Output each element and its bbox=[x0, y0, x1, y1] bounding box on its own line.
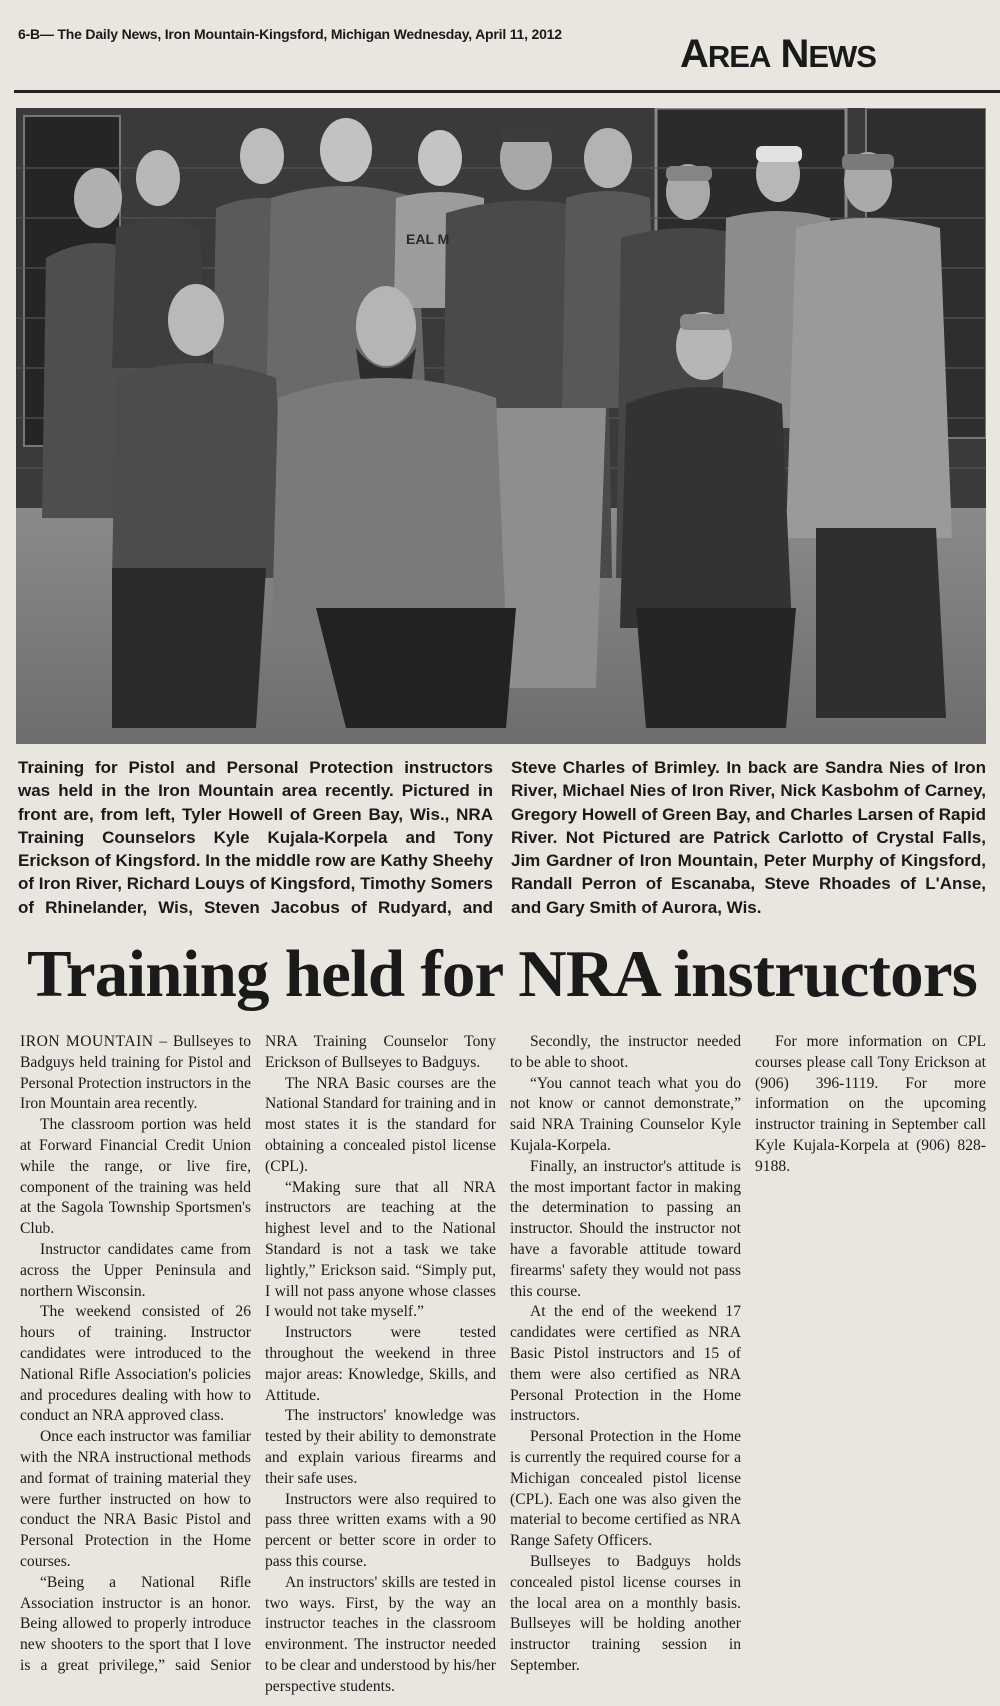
article-paragraph: “Making sure that all NRA instructors are teaching at the highest level and to the National Standard is not a task we take lightly,” Erickson said. “Simply put, I will not pass anyone whose classes I would not take myself.” bbox=[265, 1178, 496, 1321]
article-paragraph: Once each instructor was familiar with the NRA instructional methods and format of training material they were further instructed on how to conduct the NRA Basic Pistol and Personal Protection in the Home courses. bbox=[20, 1428, 251, 1570]
caption-text: Training for Pistol and Personal Protection instructors was held in the Iron Mountain area recently. Pictured in front are, from left, Tyler Howell of Green Bay, Wis., NRA Training Counselors Kyle Kujala-Korpela and Tony Erickson of Kingsford. In the middle row are Kathy Sheehy of Iron River, Richard Louys of Kingsford, Timothy Somers of Rhinelander, Wis, Steven Jacobus of Rudyard, and Steve Charles of Brimley. In back are Sandra Nies of Iron River, Michael Nies of Iron River, Nick Kasbohm of Carney, Gregory Howell of Green Bay, and Charles Larsen of Rapid River. Not Pictured are Patrick Carlotto of Crystal Falls, Jim Gardner of Iron Mountain, Peter Murphy of Kingsford, Randall Perron of Escanaba, Steve Rhoades of L'Anse, and Gary Smith of Aurora, Wis. bbox=[18, 758, 986, 917]
article-paragraph: Instructors were tested throughout the weekend in three major areas: Knowledge, Skills, and Attitude. bbox=[265, 1324, 496, 1404]
article-body bbox=[20, 1032, 986, 1698]
photo-caption bbox=[18, 756, 986, 936]
article-paragraph: Instructor candidates came from across the Upper Peninsula and northern Wisconsin. bbox=[20, 1240, 251, 1300]
shirt-lettering: EAL M bbox=[406, 231, 450, 247]
header-rule bbox=[14, 90, 1000, 93]
article-paragraph: Personal Protection in the Home is currently the required course for a Michigan concealed pistol license (CPL). Each one was also given the material to become certified as NRA Range Safety Officers. bbox=[510, 1428, 741, 1550]
group-photo bbox=[16, 108, 986, 744]
article-paragraph: Bullseyes to Badguys holds concealed pistol license courses in the local area on a monthly basis. Bullseyes will be holding another instructor training session in September. bbox=[510, 1552, 741, 1674]
article-paragraph: At the end of the weekend 17 candidates were certified as NRA Basic Pistol instructors and 15 of them were also certified as NRA Personal Protection in the Home instructors. bbox=[510, 1303, 741, 1425]
article-paragraph: For more information on CPL courses please call Tony Erickson at (906) 396-1119. For more information on the upcoming instructor training in September call Kyle Kujala-Korpela at (906) 828-9188. bbox=[755, 1033, 986, 1175]
page-folio: 6-B— The Daily News, Iron Mountain-Kingsford, Michigan Wednesday, April 11, 2012 bbox=[18, 26, 562, 42]
dateline: IRON MOUNTAIN – bbox=[20, 1033, 168, 1050]
article-paragraph: Finally, an instructor's attitude is the most important factor in making the determination to passing an instructor. Should the instructor not have a favorable attitude toward firearms' safety they would not pass this course. bbox=[510, 1157, 741, 1300]
article-paragraph: The classroom portion was held at Forward Financial Credit Union while the range, or live fire, component of the training was held at the Sagola Township Sportsmen's Club. bbox=[20, 1116, 251, 1238]
article-paragraph: “Being a National Rifle Association instructor is an honor. Being allowed to properly introduce new shooters to the sport that I love is a great privilege,” said Senior NRA Training Counselor Tony Erickson of Bullseyes to Badguys. bbox=[20, 1033, 496, 1674]
article-paragraph: The weekend consisted of 26 hours of training. Instructor candidates were introduced to the National Rifle Association's policies and procedures dealing with how to conduct an NRA approved class. bbox=[20, 1303, 251, 1425]
page-header bbox=[14, 18, 986, 92]
article-paragraph: Secondly, the instructor needed to be able to shoot. bbox=[510, 1033, 741, 1071]
article-paragraph: Instructors were also required to pass three written exams with a 90 percent or better score in order to pass this course. bbox=[265, 1490, 496, 1570]
article-headline: Training held for NRA instructors bbox=[26, 937, 978, 1011]
article-paragraph: An instructors' skills are tested in two ways. First, by the way an instructor teaches in the classroom environment. The instructor needed to be clear and understood by his/her perspective students. bbox=[265, 1573, 496, 1695]
section-title: AREA NEWS bbox=[680, 32, 876, 76]
article-paragraph: “You cannot teach what you do not know or cannot demonstrate,” said NRA Training Counselor Kyle Kujala-Korpela. bbox=[510, 1074, 741, 1154]
article-paragraph: The NRA Basic courses are the National Standard for training and in most states it is the standard for obtaining a concealed pistol license (CPL). bbox=[265, 1074, 496, 1175]
article-paragraph: The instructors' knowledge was tested by their ability to demonstrate and explain various firearms and their safe uses. bbox=[265, 1407, 496, 1487]
article-paragraph: IRON MOUNTAIN – Bullseyes to Badguys held training for Pistol and Personal Protection instructors in the Iron Mountain area recently. bbox=[20, 1033, 251, 1113]
